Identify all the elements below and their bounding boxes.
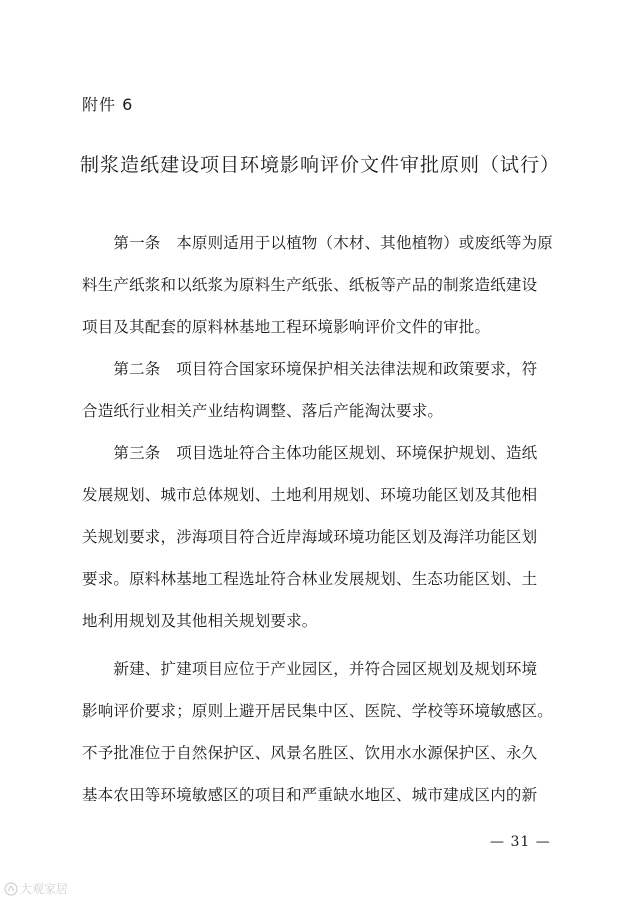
body-line: 影响评价要求；原则上避开居民集中区、医院、学校等环境敏感区。 [82,702,554,720]
body-line: 关规划要求，涉海项目符合近岸海域环境功能区划及海洋功能区划 [82,528,538,546]
body-line: 项目及其配套的原料林基地工程环境影响评价文件的审批。 [82,318,491,336]
body-line: 发展规划、城市总体规划、土地利用规划、环境功能区划及其他相 [82,486,538,504]
body-line: 基本农田等环境敏感区的项目和严重缺水地区、城市建成区内的新 [82,786,538,804]
watermark [4,880,68,897]
attachment-label: 附件 6 [82,95,134,114]
watermark-logo-icon [4,882,18,896]
body-line: 合造纸行业相关产业结构调整、落后产能淘汰要求。 [82,402,444,420]
body-line: 不予批准位于自然保护区、风景名胜区、饮用水水源保护区、永久 [82,744,538,762]
body-line: 第二条 项目符合国家环境保护相关法律法规和政策要求，符 [82,360,538,378]
body-line: 地利用规划及其他相关规划要求。 [82,612,318,630]
body-line: 新建、扩建项目应位于产业园区，并符合园区规划及规划环境 [82,660,538,678]
body-line: 第一条 本原则适用于以植物（木材、其他植物）或废纸等为原 [82,234,554,252]
watermark-text: 大观家居 [20,882,69,896]
body-line: 料生产纸浆和以纸浆为原料生产纸张、纸板等产品的制浆造纸建设 [82,276,538,294]
page-number: — 31 — [490,834,551,850]
body-line: 第三条 项目选址符合主体功能区规划、环境保护规划、造纸 [82,444,538,462]
document-title: 制浆造纸建设项目环境影响评价文件审批原则（试行） [79,154,560,176]
body-line: 要求。原料林基地工程选址符合林业发展规划、生态功能区划、土 [82,570,538,588]
